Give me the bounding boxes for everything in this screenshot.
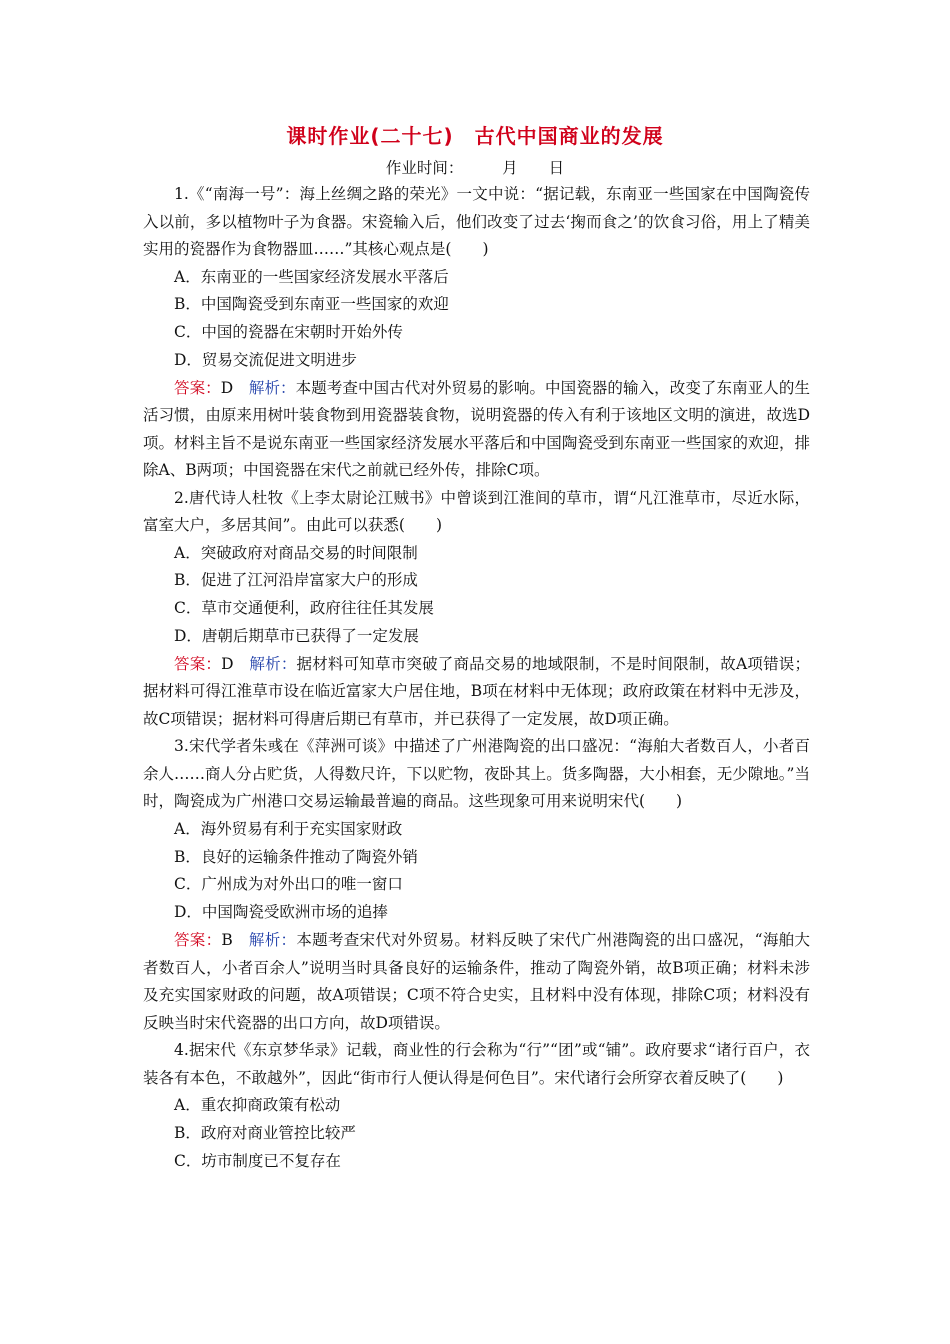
answer-label: 答案：: [174, 378, 221, 397]
option-a: A．海外贸易有利于充实国家财政: [174, 819, 403, 838]
option-b: B．促进了江河沿岸富家大户的形成: [174, 571, 418, 590]
question-list: [143, 181, 810, 1175]
option-d: D．贸易交流促进文明进步: [174, 350, 357, 369]
option-a: A．突破政府对商品交易的时间限制: [174, 543, 418, 562]
explanation-label: 解析：: [249, 654, 297, 673]
question-2: [143, 485, 810, 734]
question-stem: 3.宋代学者朱彧在《萍洲可谈》中描述了广州港陶瓷的出口盛况：“海舶大者数百人，小者百余人……商人分占贮货，人得数尺许，下以贮物，夜卧其上。货多陶器，大小相套，无少隙地。”当时，陶瓷成为广州港口交易运输最普遍的商品。这些现象可用来说明宋代( ): [143, 737, 810, 811]
explanation-text: 据材料可知草市突破了商品交易的地域限制，不是时间限制，故A项错误；据材料可得江淮草市设在临近富家大户居住地，B项在材料中无体现；政府政策在材料中无涉及，故C项错误；据材料可得唐后期已有草市，并已获得了一定发展，故D项正确。: [143, 654, 810, 728]
question-3: [143, 733, 810, 1037]
answer-block: [143, 651, 810, 734]
answer-value: D: [220, 378, 249, 397]
explanation-label: 解析：: [248, 931, 297, 950]
question-4: [143, 1037, 810, 1175]
option-c: C．坊市制度已不复存在: [174, 1151, 341, 1170]
answer-label: 答案：: [174, 654, 222, 673]
assignment-date-line: 作业时间： 月 日: [385, 159, 565, 177]
option-d: D．中国陶瓷受欧洲市场的追捧: [174, 903, 388, 922]
answer-block: [143, 927, 810, 1037]
option-c: C．广州成为对外出口的唯一窗口: [174, 875, 403, 894]
question-1: [143, 181, 810, 485]
page-title: 课时作业(二十七) 古代中国商业的发展: [286, 124, 664, 148]
option-b: B．良好的运输条件推动了陶瓷外销: [174, 847, 418, 866]
answer-label: 答案：: [174, 931, 222, 950]
question-stem: 1.《“南海一号”：海上丝绸之路的荣光》一文中说：“据记载，东南亚一些国家在中国陶瓷传入以前，多以植物叶子为食器。宋瓷输入后，他们改变了过去‘掬而食之’的饮食习俗，用上了精美实用的瓷器作为食物器皿……”其核心观点是( ): [143, 185, 810, 258]
option-c: C．中国的瓷器在宋朝时开始外传: [174, 323, 403, 342]
option-c: C．草市交通便利，政府往往任其发展: [174, 599, 434, 618]
explanation-text: 本题考查宋代对外贸易。材料反映了宋代广州港陶瓷的出口盛况，“海舶大者数百人，小者百余人”说明当时具备良好的运输条件，推动了陶瓷外销，故B项正确；材料未涉及充实国家财政的问题，故A项错误；C项不符合史实，且材料中没有体现，排除C项；材料没有反映当时宋代瓷器的出口方向，故D项错误。: [143, 931, 810, 1032]
explanation-label: 解析：: [248, 378, 296, 397]
option-d: D．唐朝后期草市已获得了一定发展: [174, 627, 419, 646]
question-stem: 2.唐代诗人杜牧《上李太尉论江贼书》中曾谈到江淮间的草市，谓“凡江淮草市，尽近水际，富室大户，多居其间”。由此可以获悉( ): [143, 488, 810, 535]
answer-block: [143, 375, 810, 485]
option-b: B．中国陶瓷受到东南亚一些国家的欢迎: [174, 295, 449, 314]
answer-value: D: [221, 654, 250, 673]
option-a: A．重农抑商政策有松动: [174, 1096, 341, 1115]
explanation-text: 本题考查中国古代对外贸易的影响。中国瓷器的输入，改变了东南亚人的生活习惯，由原来用树叶装食物到用瓷器装食物，说明瓷器的传入有利于该地区文明的演进，故选D项。材料主旨不是说东南亚一些国家经济发展水平落后和中国陶瓷受到东南亚一些国家的欢迎，排除A、B两项；中国瓷器在宋代之前就已经外传，排除C项。: [143, 378, 810, 480]
question-stem: 4.据宋代《东京梦华录》记载，商业性的行会称为“行”“团”或“铺”。政府要求“诸行百户，衣装各有本色，不敢越外”，因此“街市行人便认得是何色目”。宋代诸行会所穿衣着反映了( ): [143, 1041, 810, 1087]
answer-value: B: [221, 931, 249, 950]
option-a: A．东南亚的一些国家经济发展水平落后: [174, 267, 449, 286]
option-b: B．政府对商业管控比较严: [174, 1123, 356, 1142]
